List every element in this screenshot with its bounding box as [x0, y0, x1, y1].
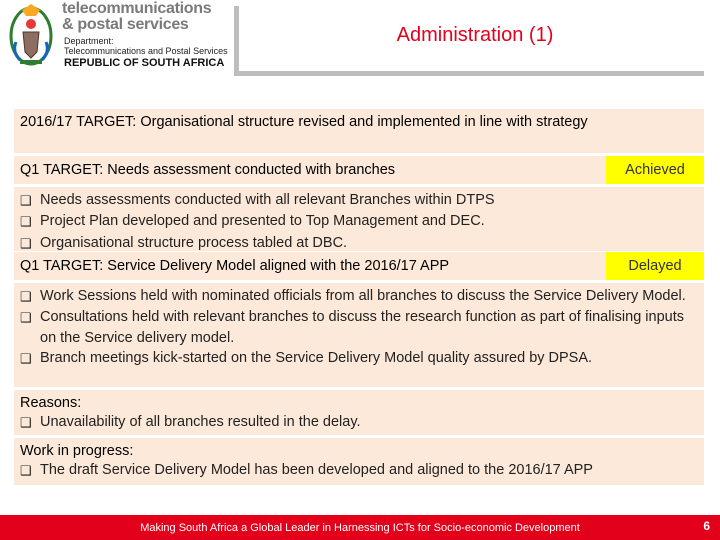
checkbox-bullet-icon: ❑	[20, 235, 32, 251]
reasons-box	[14, 390, 704, 435]
q1-target-service-delivery	[14, 252, 704, 280]
header-divider-vertical	[234, 6, 239, 76]
brand-line-1: telecommunications	[62, 0, 212, 17]
header-divider-horizontal	[234, 71, 704, 76]
list-item: ❑ Project Plan developed and presented to Top Management and DEC.	[20, 211, 698, 232]
annual-target-text: 2016/17 TARGET: Organisational structure revised and implemented in line with strategy	[20, 114, 588, 130]
footer-bar	[0, 515, 720, 540]
coat-of-arms-icon	[8, 2, 54, 68]
checkbox-bullet-icon: ❑	[20, 350, 32, 366]
list-item: ❑ Work Sessions held with nominated officials from all branches to discuss the Service Delivery Model.	[20, 286, 698, 307]
list-item: ❑ Consultations held with relevant branches to discuss the research function as part of finalising inputs on the Service delivery model.	[20, 307, 698, 348]
list-item: ❑ The draft Service Delivery Model has been developed and aligned to the 2016/17 APP	[20, 460, 698, 481]
page-number: 6	[703, 519, 710, 533]
reasons-heading: Reasons:	[20, 395, 82, 411]
country-name: REPUBLIC OF SOUTH AFRICA	[64, 57, 225, 69]
status-badge-achieved: Achieved	[606, 156, 704, 184]
list-item: ❑ Organisational structure process tabled at DBC.	[20, 233, 698, 254]
checkbox-bullet-icon: ❑	[20, 415, 32, 430]
wip-heading-colon: :	[129, 443, 134, 459]
q1-a-bullet-list	[14, 187, 704, 251]
annual-target-box	[14, 109, 704, 153]
checkbox-bullet-icon: ❑	[20, 310, 32, 326]
wip-heading: Work in progress	[20, 443, 130, 459]
q1-target-needs-assessment	[14, 156, 704, 184]
dept-label: Department:	[64, 36, 114, 46]
q1-target-label: Q1 TARGET: Service Delivery Model aligned with the 2016/17 APP	[20, 258, 450, 274]
brand-line-2: & postal services	[62, 16, 189, 33]
q1-target-label: Q1 TARGET: Needs assessment conducted with branches	[20, 162, 396, 178]
dtps-logo	[4, 0, 234, 72]
work-in-progress-box	[14, 438, 704, 485]
footer-slogan: Making South Africa a Global Leader in Harnessing ICTs for Socio-economic Development	[140, 522, 580, 534]
q1-b-bullet-list	[14, 283, 704, 387]
checkbox-bullet-icon: ❑	[20, 214, 32, 230]
status-badge-delayed: Delayed	[606, 252, 704, 280]
list-item: ❑ Unavailability of all branches resulted in the delay.	[20, 412, 698, 433]
wip-heading-row	[20, 442, 698, 460]
checkbox-bullet-icon: ❑	[20, 289, 32, 304]
list-item: ❑ Needs assessments conducted with all relevant Branches within DTPS	[20, 190, 698, 211]
list-item: ❑ Branch meetings kick-started on the Service Delivery Model quality assured by DPSA.	[20, 348, 698, 369]
dept-name: Telecommunications and Postal Services	[64, 46, 228, 56]
page-title: Administration (1)	[396, 24, 554, 46]
checkbox-bullet-icon: ❑	[20, 463, 32, 478]
checkbox-bullet-icon: ❑	[20, 193, 32, 208]
